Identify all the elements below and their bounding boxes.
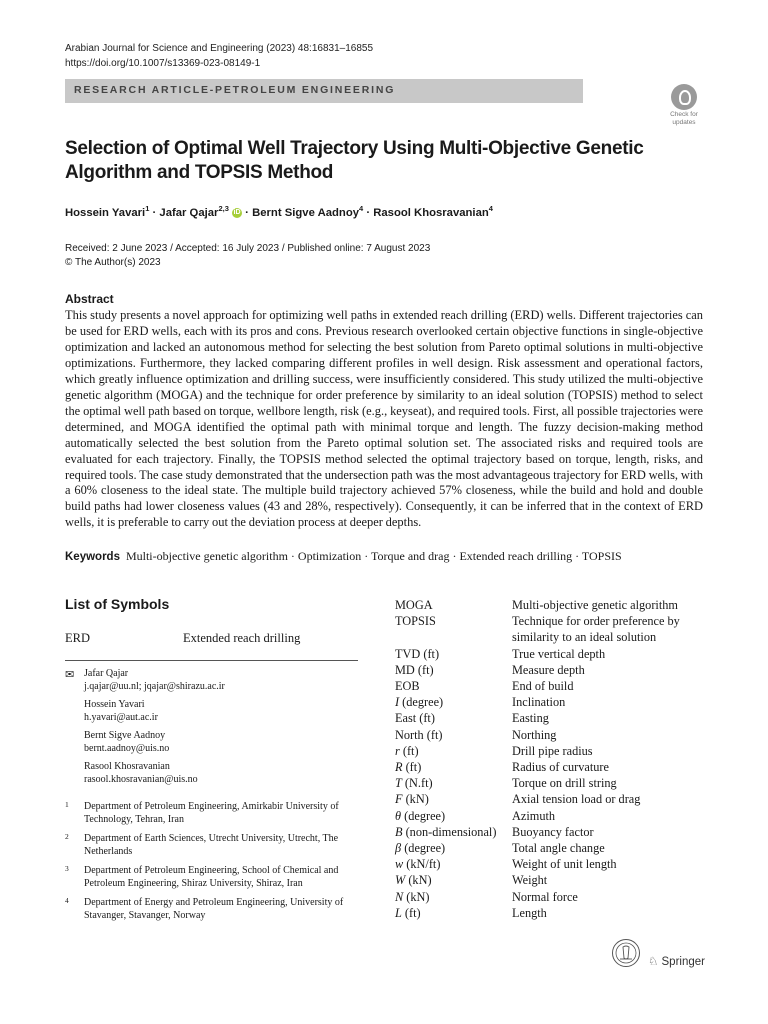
symbol-definition: Easting <box>512 711 549 726</box>
symbol-unit: (ft) <box>401 905 421 920</box>
symbol-definition: Weight <box>512 873 548 888</box>
symbol-row <box>395 889 704 905</box>
contact-email[interactable]: rasool.khosravanian@uis.no <box>84 773 198 785</box>
symbol-term: EOB <box>395 679 420 694</box>
check-for-updates-badge[interactable] <box>664 84 704 126</box>
check-updates-line-2: updates <box>672 119 696 126</box>
keywords-text: Multi-objective genetic algorithm · Optimization · Torque and drag · Extended reach drilling · TOPSIS <box>125 549 622 563</box>
doi-link[interactable]: https://doi.org/10.1007/s13369-023-08149-1 <box>65 58 261 69</box>
contact-name: Rasool Khosravanian <box>84 761 170 772</box>
symbol-unit: (kN) <box>403 889 430 904</box>
symbol-row <box>395 872 704 888</box>
symbol-italic: N <box>395 889 404 904</box>
symbols-heading: List of Symbols <box>65 596 170 612</box>
symbol-unit: (kN) <box>405 873 432 888</box>
symbol-unit: (non-dimensional) <box>402 824 497 839</box>
abstract-text: This study presents a novel approach for optimizing well paths in extended reach drilling (ERD) wells. Different trajectories can be used for ERD wells, each with its pros and cons. Previous research overlooked certain objective functions in single-objective optimization and lacked an autonomous method for selecting the best solution from Pareto optimal solutions in multi-objective optimizations. Furthermore, they lacked comparing different profiles in well design. Risk assessment and operational factors, which greatly influence optimization and drilling success, were insufficiently considered. This study utilized the multi-objective genetic algorithm (MOGA) and the technique for order preference by similarity to an ideal solution (TOPSIS) method to select the optimal well path based on torque, wellbore length, risk (e.g., keyseat), and required tools. First, all possible trajectories were determined, and MOGA identified the optimal path with minimal torque and length. The fuzzy decision-making method automatically selected the best solution from the Pareto optimal solution set. The associated risks and required tools are evaluated for each trajectory. Finally, the TOPSIS method selected the optimal trajectory based on torque, length, risks, and required tools. The case study demonstrated that the undersection path was the most advantageous trajectory for ERD wells, with a 60% closeness to the ideal state. The multiple build trajectory achieved 57% closeness, while the build and hold and double build paths had lower closeness values (43 and 28%, respectively). Consequently, it can be inferred that in the context of ERD wells, it is preferable to carry out the deviation process at deeper depths. <box>65 308 703 530</box>
section-banner-label: RESEARCH ARTICLE-PETROLEUM ENGINEERING <box>74 84 396 96</box>
publisher-label: Springer <box>661 956 705 968</box>
symbol-italic: β <box>395 841 402 856</box>
symbol-definition: Torque on drill string <box>512 776 617 791</box>
symbol-italic: r <box>395 743 400 758</box>
symbol-term: MOGA <box>395 598 433 612</box>
symbol-definition: Normal force <box>512 889 578 904</box>
publisher-name <box>648 954 705 968</box>
contact-item <box>65 699 365 724</box>
check-updates-icon <box>671 84 697 110</box>
symbol-definition: Inclination <box>512 695 566 710</box>
author-affil-sup: 2,3 <box>218 204 229 213</box>
symbol-row <box>395 759 704 775</box>
symbol-term <box>395 743 512 759</box>
symbol-term <box>395 840 512 856</box>
symbol-row <box>395 678 704 694</box>
affiliation-text: Department of Energy and Petroleum Engineering, University of Stavanger, Stavanger, Norway <box>84 897 344 921</box>
symbol-row <box>395 710 704 726</box>
affiliation-item <box>65 801 365 826</box>
history-dates: Received: 2 June 2023 / Accepted: 16 July 2023 / Published online: 7 August 2023 <box>65 243 431 254</box>
symbol-definition: Radius of curvature <box>512 760 609 775</box>
symbol-definition: End of build <box>512 679 574 694</box>
affiliation-number: 2 <box>65 832 69 841</box>
affiliation-number: 1 <box>65 800 69 809</box>
symbol-term: ERD <box>65 631 90 645</box>
abstract-heading: Abstract <box>65 292 114 306</box>
symbol-definition: Length <box>512 905 547 920</box>
symbol-row <box>395 727 704 743</box>
contact-email[interactable]: bernt.aadnoy@uis.no <box>84 742 170 754</box>
symbol-definition: Drill pipe radius <box>512 743 593 758</box>
journal-citation: Arabian Journal for Science and Engineering (2023) 48:16831–16855 <box>65 43 374 54</box>
symbol-unit: (kN) <box>402 792 429 807</box>
symbol-term <box>395 872 512 888</box>
springer-horse-icon: ♘ <box>648 956 659 968</box>
section-banner <box>65 79 583 103</box>
orcid-icon[interactable]: iD <box>233 208 241 216</box>
author-list: Hossein Yavari$^1$ · Jafar Qajar$^{2,3}$ iD · Bernt Sigve Aadnoy$^4$ · Rasool Khosravanian$^4$ <box>65 204 493 219</box>
contact-email[interactable]: h.yavari@aut.ac.ir <box>84 711 158 723</box>
author-name[interactable]: Hossein Yavari <box>65 206 146 219</box>
symbol-term <box>395 791 512 807</box>
symbol-row <box>395 743 704 759</box>
contact-email[interactable]: j.qajar@uu.nl; jqajar@shirazu.ac.ir <box>84 680 225 692</box>
affiliation-number: 3 <box>65 864 69 873</box>
symbol-unit: (degree) <box>401 841 446 856</box>
symbol-italic: θ <box>395 808 402 823</box>
symbol-term <box>395 808 512 824</box>
symbol-term <box>395 856 512 872</box>
author-affil-sup: 1 <box>145 204 150 213</box>
symbol-row <box>395 694 704 710</box>
contact-item <box>65 668 365 693</box>
symbol-term <box>395 694 512 710</box>
contact-name: Hossein Yavari <box>84 699 145 710</box>
symbol-unit: (degree) <box>399 695 444 710</box>
affiliation-text: Department of Petroleum Engineering, School of Chemical and Petroleum Engineering, Shiraz University, Shiraz, Iran <box>84 865 339 889</box>
footnote-divider <box>65 660 358 661</box>
affiliation-list <box>65 801 365 929</box>
author-name[interactable]: Rasool Khosravanian <box>373 206 489 219</box>
symbol-definition: Northing <box>512 727 557 742</box>
affiliation-item <box>65 833 365 858</box>
symbol-italic: T <box>395 776 402 791</box>
keywords-label: Keywords <box>65 551 120 563</box>
symbol-row <box>395 856 704 872</box>
symbol-definition: Total angle change <box>512 841 605 856</box>
publication-dates <box>65 242 430 270</box>
author-name[interactable]: Bernt Sigve Aadnoy <box>252 206 360 219</box>
symbol-italic: w <box>395 857 404 872</box>
symbol-term <box>395 824 512 840</box>
springer-logo-icon <box>611 938 641 968</box>
symbol-definition: Extended reach drilling <box>183 631 301 645</box>
symbol-definition: Axial tension load or drag <box>512 792 641 807</box>
symbol-term <box>395 889 512 905</box>
symbol-definition: Azimuth <box>512 808 556 823</box>
affiliation-text: Department of Earth Sciences, Utrecht University, Utrecht, The Netherlands <box>84 833 339 857</box>
envelope-icon: ✉ <box>65 669 75 681</box>
symbol-unit: (N.ft) <box>401 776 433 791</box>
symbol-row <box>395 824 704 840</box>
symbol-term: TOPSIS <box>395 614 436 629</box>
symbol-term: TVD (ft) <box>395 646 440 661</box>
author-affil-sup: 4 <box>359 204 364 213</box>
contact-list <box>65 668 365 792</box>
symbol-italic: W <box>395 873 406 888</box>
contact-name: Bernt Sigve Aadnoy <box>84 730 166 741</box>
symbol-unit: (ft) <box>402 760 422 775</box>
contact-item <box>65 730 365 755</box>
affiliation-item <box>65 865 365 890</box>
symbol-row <box>395 775 704 791</box>
paper-title: Selection of Optimal Well Trajectory Using Multi-Objective Genetic Algorithm and TOPSIS Method <box>65 138 644 183</box>
contact-name: Jafar Qajar <box>84 668 129 679</box>
affiliation-text: Department of Petroleum Engineering, Amirkabir University of Technology, Tehran, Iran <box>84 801 339 825</box>
symbol-row <box>395 808 704 824</box>
symbol-definition: True vertical depth <box>512 646 606 661</box>
keywords <box>65 549 622 564</box>
affiliation-item <box>65 897 365 922</box>
symbol-row <box>395 662 704 678</box>
symbol-unit: (degree) <box>401 808 446 823</box>
symbol-italic: L <box>395 905 402 920</box>
symbol-term <box>395 905 512 921</box>
symbol-row <box>395 905 704 921</box>
symbols-table <box>395 597 704 921</box>
symbol-definition: Buoyancy factor <box>512 824 594 839</box>
symbol-italic: F <box>395 792 403 807</box>
journal-header <box>65 41 373 71</box>
symbol-term <box>395 775 512 791</box>
symbol-row <box>395 646 704 662</box>
symbol-definition: Technique for order preference by similarity to an ideal solution <box>512 614 680 645</box>
contact-item <box>65 761 365 786</box>
copyright: © The Author(s) 2023 <box>65 257 161 268</box>
symbol-term: East (ft) <box>395 711 435 726</box>
author-name[interactable]: Jafar Qajar <box>159 206 219 219</box>
symbol-row <box>395 791 704 807</box>
symbol-term <box>395 759 512 775</box>
symbol-italic: R <box>395 760 403 775</box>
symbol-italic: I <box>395 695 400 710</box>
affiliation-number: 4 <box>65 896 69 905</box>
symbol-term: MD (ft) <box>395 662 434 677</box>
symbol-unit: (kN/ft) <box>403 857 441 872</box>
symbol-unit: (ft) <box>399 743 419 758</box>
symbol-definition: Multi-objective genetic algorithm <box>512 598 678 612</box>
check-updates-line-1: Check for <box>670 111 698 118</box>
symbol-term: North (ft) <box>395 727 443 742</box>
author-affil-sup: 4 <box>488 204 493 213</box>
symbol-row <box>395 613 704 645</box>
symbol-definition: Measure depth <box>512 662 585 677</box>
symbol-row <box>395 597 704 613</box>
symbol-italic: B <box>395 824 403 839</box>
symbol-row <box>395 840 704 856</box>
symbol-definition: Weight of unit length <box>512 857 617 872</box>
